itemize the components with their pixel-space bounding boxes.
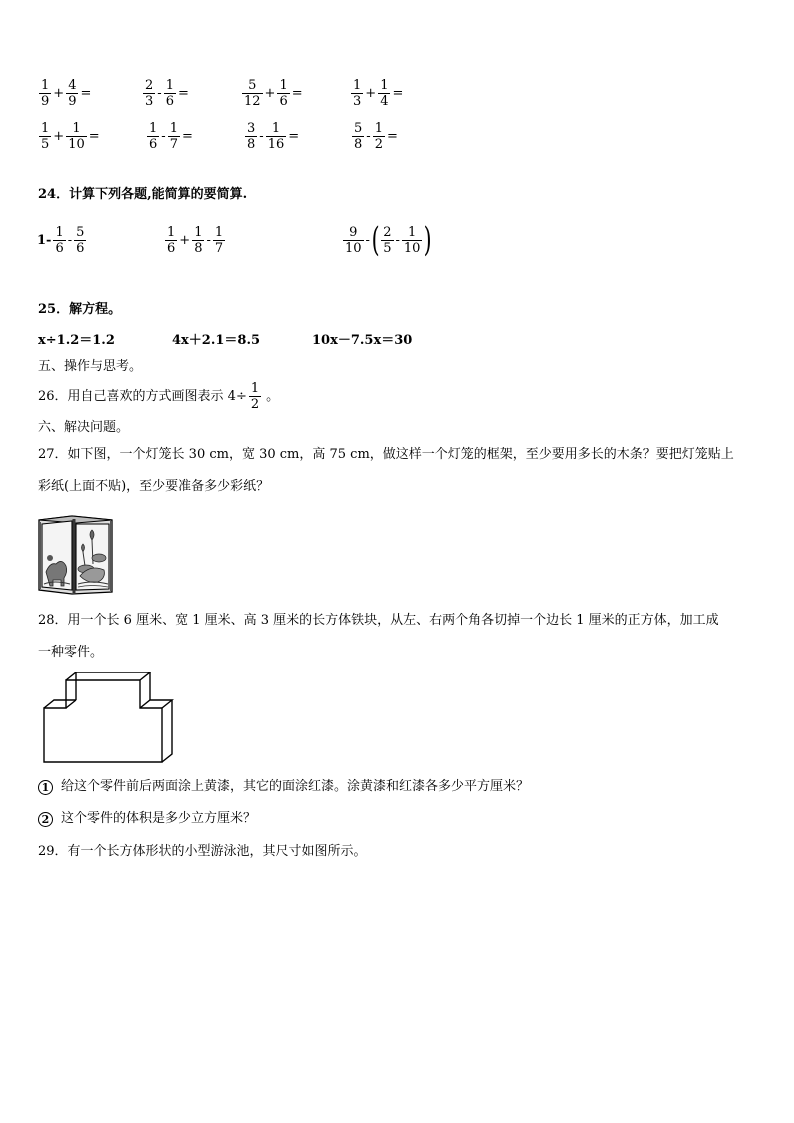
fraction xyxy=(74,225,86,256)
question-26: 26．用自己喜欢的方式画图表示 4÷ $\frac{1}{2}$ 。 xyxy=(38,381,280,412)
operator: = xyxy=(386,129,398,144)
operator: = xyxy=(291,86,303,101)
numerator: 1 xyxy=(41,121,50,136)
parenthesis: ) xyxy=(424,220,433,260)
q24-expression-2 xyxy=(164,225,226,256)
numerator: 1 xyxy=(169,121,178,136)
numerator: 1 xyxy=(250,381,260,396)
numerator: 1 xyxy=(374,121,383,136)
denominator: 5 xyxy=(41,137,50,152)
operator: 1- xyxy=(37,233,52,248)
circled-number-2: 2 xyxy=(38,812,53,827)
lantern-illustration xyxy=(36,514,114,596)
equation-3: 10x－7.5x＝30 xyxy=(312,333,413,348)
numerator: 5 xyxy=(354,121,363,136)
denominator: 6 xyxy=(76,241,85,256)
operator: - xyxy=(365,232,370,248)
operator: + xyxy=(365,86,377,101)
operator: = xyxy=(88,129,100,144)
equation-2: 4x＋2.1＝8.5 xyxy=(172,333,261,348)
numerator: 1 xyxy=(353,78,362,93)
denominator: 7 xyxy=(169,137,178,152)
operator: - xyxy=(259,129,264,144)
fraction xyxy=(165,225,177,256)
question-28-line-1: 28．用一个长 6 厘米、宽 1 厘米、高 3 厘米的长方体铁块，从左、右两个角各切掉一个边长 1 厘米的正方体，加工成 xyxy=(38,613,719,628)
operator: = xyxy=(80,86,92,101)
fraction xyxy=(147,121,159,152)
numerator: 4 xyxy=(68,78,77,93)
fraction xyxy=(39,78,51,109)
denominator: 10 xyxy=(345,240,362,256)
operator: + xyxy=(179,233,191,248)
question-29: 29．有一个长方体形状的小型游泳池，其尺寸如图所示。 xyxy=(38,844,367,859)
fraction xyxy=(378,78,390,109)
question-27-line-1: 27．如下图，一个灯笼长 30 cm，宽 30 cm，高 75 cm，做这样一个灯笼的框架，至少要用多长的木条？要把灯笼贴上 xyxy=(38,447,734,462)
operator: + xyxy=(264,86,276,101)
numerator: 1 xyxy=(271,121,281,136)
numerator: 1 xyxy=(214,225,224,240)
fraction xyxy=(66,121,87,152)
numerator: 1 xyxy=(279,78,288,93)
denominator: 10 xyxy=(68,137,85,152)
denominator: 2 xyxy=(250,397,260,412)
numerator: 2 xyxy=(383,224,392,240)
question-27-line-2: 彩纸(上面不贴)，至少要准备多少彩纸？ xyxy=(38,479,270,494)
numerator: 1 xyxy=(408,224,417,240)
circled-number-1: 1 xyxy=(38,780,53,795)
operator: - xyxy=(161,129,166,144)
operator: = xyxy=(392,86,404,101)
denominator: 12 xyxy=(244,94,261,109)
fraction-expression xyxy=(142,78,190,109)
fraction-expression xyxy=(351,121,399,152)
operator: + xyxy=(53,129,65,144)
operator: = xyxy=(288,129,300,144)
question-25-title: 25．解方程。 xyxy=(38,302,122,317)
denominator: 9 xyxy=(68,94,77,109)
operator: - xyxy=(366,129,371,144)
denominator: 4 xyxy=(380,94,389,109)
operator: + xyxy=(53,86,65,101)
fraction-expression xyxy=(146,121,194,152)
numerator: 3 xyxy=(247,121,256,136)
denominator: 3 xyxy=(353,94,362,109)
fraction-expression xyxy=(244,121,300,152)
fraction xyxy=(381,225,393,256)
denominator: 6 xyxy=(149,137,158,152)
operator: = xyxy=(181,129,193,144)
denominator: 10 xyxy=(403,240,421,256)
fraction xyxy=(39,121,51,152)
parenthesis: ( xyxy=(371,220,380,260)
section-5-heading: 五、操作与思考。 xyxy=(38,359,143,374)
numerator: 1 xyxy=(380,78,389,93)
numerator: 9 xyxy=(349,224,358,240)
numerator: 5 xyxy=(248,78,257,93)
denominator: 8 xyxy=(194,241,203,256)
operator: = xyxy=(177,86,189,101)
fraction xyxy=(266,121,287,152)
fraction xyxy=(53,225,65,256)
denominator: 8 xyxy=(354,137,363,152)
fraction xyxy=(213,225,225,256)
question-28-sub-2: 2 这个零件的体积是多少立方厘米？ xyxy=(38,810,256,828)
fraction-expression xyxy=(350,78,404,109)
denominator: 6 xyxy=(167,241,176,256)
operator: - xyxy=(157,86,162,101)
denominator: 2 xyxy=(374,137,383,152)
denominator: 7 xyxy=(214,241,224,256)
fraction xyxy=(373,121,385,152)
numerator: 1 xyxy=(72,121,81,136)
numerator: 1 xyxy=(149,121,158,136)
denominator: 6 xyxy=(279,94,288,109)
numerator: 1 xyxy=(167,225,176,240)
fraction xyxy=(352,121,364,152)
numerator: 1 xyxy=(194,225,203,240)
operator: - xyxy=(206,233,211,248)
fraction xyxy=(351,78,363,109)
denominator: 8 xyxy=(247,137,256,152)
fraction xyxy=(66,78,78,109)
fraction xyxy=(242,78,263,109)
numerator: 1 xyxy=(41,78,50,93)
section-6-heading: 六、解决问题。 xyxy=(38,420,130,435)
q24-expression-3 xyxy=(342,222,433,258)
numerator: 1 xyxy=(165,78,174,93)
denominator: 5 xyxy=(383,240,392,256)
denominator: 6 xyxy=(165,94,174,109)
denominator: 9 xyxy=(41,94,50,109)
question-28-line-2: 一种零件。 xyxy=(38,645,104,660)
denominator: 6 xyxy=(55,241,64,256)
question-24-title: 24．计算下列各题,能简算的要简算. xyxy=(38,187,248,202)
question-28-sub-1: 1 给这个零件前后两面涂上黄漆，其它的面涂红漆。涂黄漆和红漆各多少平方厘米？ xyxy=(38,778,529,796)
q24-expression-1 xyxy=(36,225,87,256)
fraction xyxy=(249,381,261,412)
denominator: 16 xyxy=(267,137,285,152)
fraction-expression xyxy=(38,121,101,152)
numerator: 1 xyxy=(55,225,64,240)
fraction xyxy=(168,121,180,152)
fraction xyxy=(192,225,204,256)
numerator: 5 xyxy=(76,225,85,240)
fraction-expression xyxy=(241,78,304,109)
numerator: 2 xyxy=(145,78,154,93)
fraction-expression xyxy=(38,78,92,109)
operator: - xyxy=(395,232,400,248)
operator: - xyxy=(67,233,73,248)
fraction xyxy=(245,121,257,152)
fraction xyxy=(277,78,289,109)
equation-1: x÷1.2＝1.2 xyxy=(38,333,115,348)
fraction xyxy=(402,225,423,256)
machined-part-illustration xyxy=(40,672,180,766)
fraction xyxy=(164,78,176,109)
denominator: 3 xyxy=(145,94,154,109)
fraction xyxy=(143,78,155,109)
fraction xyxy=(343,225,364,256)
